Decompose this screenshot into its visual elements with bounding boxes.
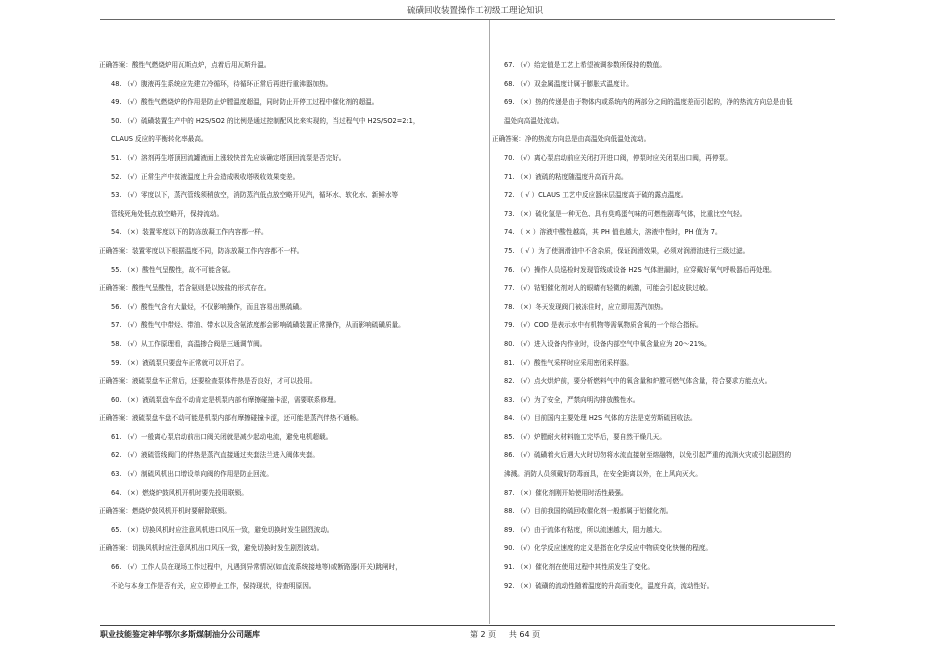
answer-line: 正确答案：酸性气燃烧炉用瓦斯点炉，点着后用瓦斯升温。 [99, 61, 271, 69]
question-item: 66. （√）工作人员在现场工作过程中，凡遇到异常情况(如直流系统接地等)或断路器(开关)跳闸时， [111, 563, 402, 572]
question-item: 84. （√）目前国内主要处理 H2S 气体的方法是克劳斯硫回收法。 [504, 414, 697, 423]
column-divider [489, 20, 490, 624]
question-item: 70. （√）离心泵启动前应关闭打开进口阀，停泵时应关闭泵出口阀，再停泵。 [504, 153, 732, 162]
question-item: 67. （√）给定值是工艺上希望被调参数所保持的数值。 [504, 61, 666, 69]
question-item: 51. （√）溶剂再生塔顶回流罐液面上涨较快首先应该确定塔顶回流泵是否完好。 [111, 153, 346, 162]
question-item: 69. （×）热的传递是由于物体内或系统内的两部分之间的温度差而引起的，净的热流方向总是由低 [504, 98, 793, 107]
footer-organization: 职业技能鉴定神华鄂尔多斯煤制油分公司题库 [100, 630, 260, 639]
question-item: 57. （√）酸性气中带烃、带油、带水以及含氨浓度都会影响硫磺装置正常操作，从而影响硫磺质量。 [111, 321, 405, 330]
question-item: 50. （√）硫磺装置生产中的 H2S/SO2 的比例是通过控制配风比来实现的，当过程气中 H2S/SO2=2:1， [111, 116, 420, 125]
question-item: 59. （×）液硫泵只要盘车正常就可以开启了。 [111, 358, 248, 367]
question-item: 64. （×）燃烧炉鼓风机开机时要先投用联锁。 [111, 488, 248, 497]
question-item: 71. （×）液硫的粘度随温度升高而升高。 [504, 172, 628, 181]
question-item: 86. （√）硫磺着火后遇大火时切勿将水流直接射至熔融物，以免引起严重的流淌火灾或引起剧烈的 [504, 451, 792, 460]
answer-line: 正确答案：液硫泵盘车盘不动可能是机泵内部有摩擦碰撞卡涩，还可能是蒸汽伴热不通畅。 [99, 414, 363, 423]
question-item: 60. （×）液硫泵盘车盘不动肯定是机泵内部有摩擦碰撞卡涩，需要联系修理。 [111, 395, 341, 404]
answer-line: 正确答案：切换风机时应注意风机出口风压一致，避免切换时发生剧烈波动。 [99, 544, 324, 553]
answer-line: 正确答案：液硫泵盘车正常后，还要检查泵体件热是否良好，才可以投用。 [99, 377, 317, 386]
question-item: 85. （√）炉膛耐火材料施工完毕后，要自然干燥几天。 [504, 432, 666, 441]
question-item: 63. （√）制硫风机出口增设单向阀的作用是防止回流。 [111, 470, 273, 479]
question-item: 83. （√）为了安全，严禁向明沟排放酸性水。 [504, 395, 640, 404]
question-continuation: 沸溅。消防人员须戴好防毒面具，在安全距离以外，在上风向灭火。 [504, 470, 702, 479]
question-item: 68. （√）双金属温度计属于膨胀式温度计。 [504, 79, 633, 88]
question-item: 61. （√）一般离心泵启动前出口阀关闭就是减少起动电流，避免电机超载。 [111, 432, 333, 441]
answer-line: 正确答案：燃烧炉鼓风机开机时要解除联锁。 [99, 507, 231, 516]
question-item: 75. （ √ ）为了使润滑油中不含杂质，保证润滑效果，必须对润滑油进行三级过滤。 [504, 246, 750, 255]
question-continuation: 管线死角处低点放空略开，保持流动。 [111, 209, 224, 218]
question-item: 74. （ × ）溶液中酸性越高，其 PH 值也越大，溶液中性时，PH 值为 7。 [504, 228, 722, 237]
question-item: 53. （√）零度以下，蒸汽管线须稍放空，消防蒸汽低点放空略开见汽，循环水、软化水、新鲜水等 [111, 191, 399, 200]
question-item: 92. （×）硫磺的流动性随着温度的升高而变化，温度升高，流动性好。 [504, 581, 714, 590]
question-item: 77. （√）钴钼催化剂对人的眼睛有轻微的刺激，可能会引起皮肤过敏。 [504, 284, 713, 293]
question-item: 55. （×）酸性气呈酸性，故不可能含氨。 [111, 265, 235, 274]
question-item: 80. （√）进入设备内作业时，设备内部空气中氧含量应为 20～21%。 [504, 339, 711, 348]
footer-page-number: 第 2 页 共 64 页 [470, 630, 541, 639]
question-item: 87. （×）催化剂刚开始使用时活性最强。 [504, 488, 628, 497]
page-title: 硫磺回收装置操作工初级工理论知识 [406, 6, 543, 16]
question-item: 88. （√）目前我国的硫回收催化剂一般都属于铝催化剂。 [504, 507, 673, 516]
question-continuation: 温处向高温处流动。 [504, 116, 564, 125]
question-item: 62. （√）液硫管线阀门的伴热是蒸汽直接通过夹套法兰进入阀体夹套。 [111, 451, 320, 460]
question-continuation: 不论与本身工作是否有关，应立即停止工作，保持现状，待查明原因。 [111, 581, 316, 590]
question-item: 48. （√）腹液再生系统应先建立冷循环，待循环正常后再进行重沸器加热。 [111, 79, 333, 88]
question-item: 79. （√）COD 是表示水中有机物等需氧物质含氧的一个综合指标。 [504, 321, 703, 330]
question-continuation: CLAUS 反应的平衡转化率最高。 [111, 135, 208, 144]
answer-line: 正确答案：净的热流方向总是由高温处向低温处流动。 [492, 135, 651, 144]
question-item: 76. （√）操作人员巡检时发现管线或设备 H2S 气体泄漏时，应穿戴好氧气呼吸器后再处理。 [504, 265, 776, 274]
question-item: 89. （√）由于流体有粘度，所以流速越大，阻力越大。 [504, 525, 666, 534]
right-column [492, 56, 844, 595]
question-item: 91. （×）催化剂在使用过程中其性质发生了变化。 [504, 563, 654, 572]
question-item: 73. （×）硫化氢是一种无色、具有臭鸡蛋气味的可燃性剧毒气体，比重比空气轻。 [504, 209, 747, 218]
left-column [99, 56, 481, 595]
question-item: 78. （×）冬天发现阀门被冻住时，应立即用蒸汽加热。 [504, 302, 668, 311]
question-item: 52. （√）正常生产中贫液温度上升会造成吸收塔吸收效果变差。 [111, 172, 300, 181]
question-item: 54. （×）装置零度以下的防冻放凝工作内容都一样。 [111, 228, 268, 237]
answer-line: 正确答案：酸性气呈酸性，若含氨则是以铵盐的形式存在。 [99, 284, 271, 293]
answer-line: 正确答案：装置零度以下根据温度不同，防冻放凝工作内容都不一样。 [99, 246, 304, 255]
question-item: 81. （√）酸性气采样时应采用密闭采样器。 [504, 358, 633, 367]
question-item: 82. （√）点火烘炉前，要分析燃料气中的氧含量和炉膛可燃气体含量，符合要求方能点火。 [504, 377, 772, 386]
question-item: 65. （×）切换风机时应注意风机进口风压一致，避免切换时发生剧烈波动。 [111, 525, 334, 534]
question-item: 56. （√）酸性气含有大量烃，不仅影响操作，而且容易出黑硫磺。 [111, 302, 306, 311]
question-item: 90. （√）化学反应速度的定义是指在化学反应中物质变化快慢的程度。 [504, 544, 713, 553]
question-item: 49. （√）酸性气燃烧炉的作用是防止炉膛温度超温，同时防止开停工过程中催化剂的超温。 [111, 98, 379, 107]
question-item: 72. （ √ ）CLAUS 工艺中反应器床层温度高于硫的露点温度。 [504, 191, 688, 200]
question-item: 58. （√）从工作原理看，高温掺合阀是三通调节阀。 [111, 339, 267, 348]
header-rule [100, 19, 835, 20]
footer-rule [100, 625, 835, 626]
